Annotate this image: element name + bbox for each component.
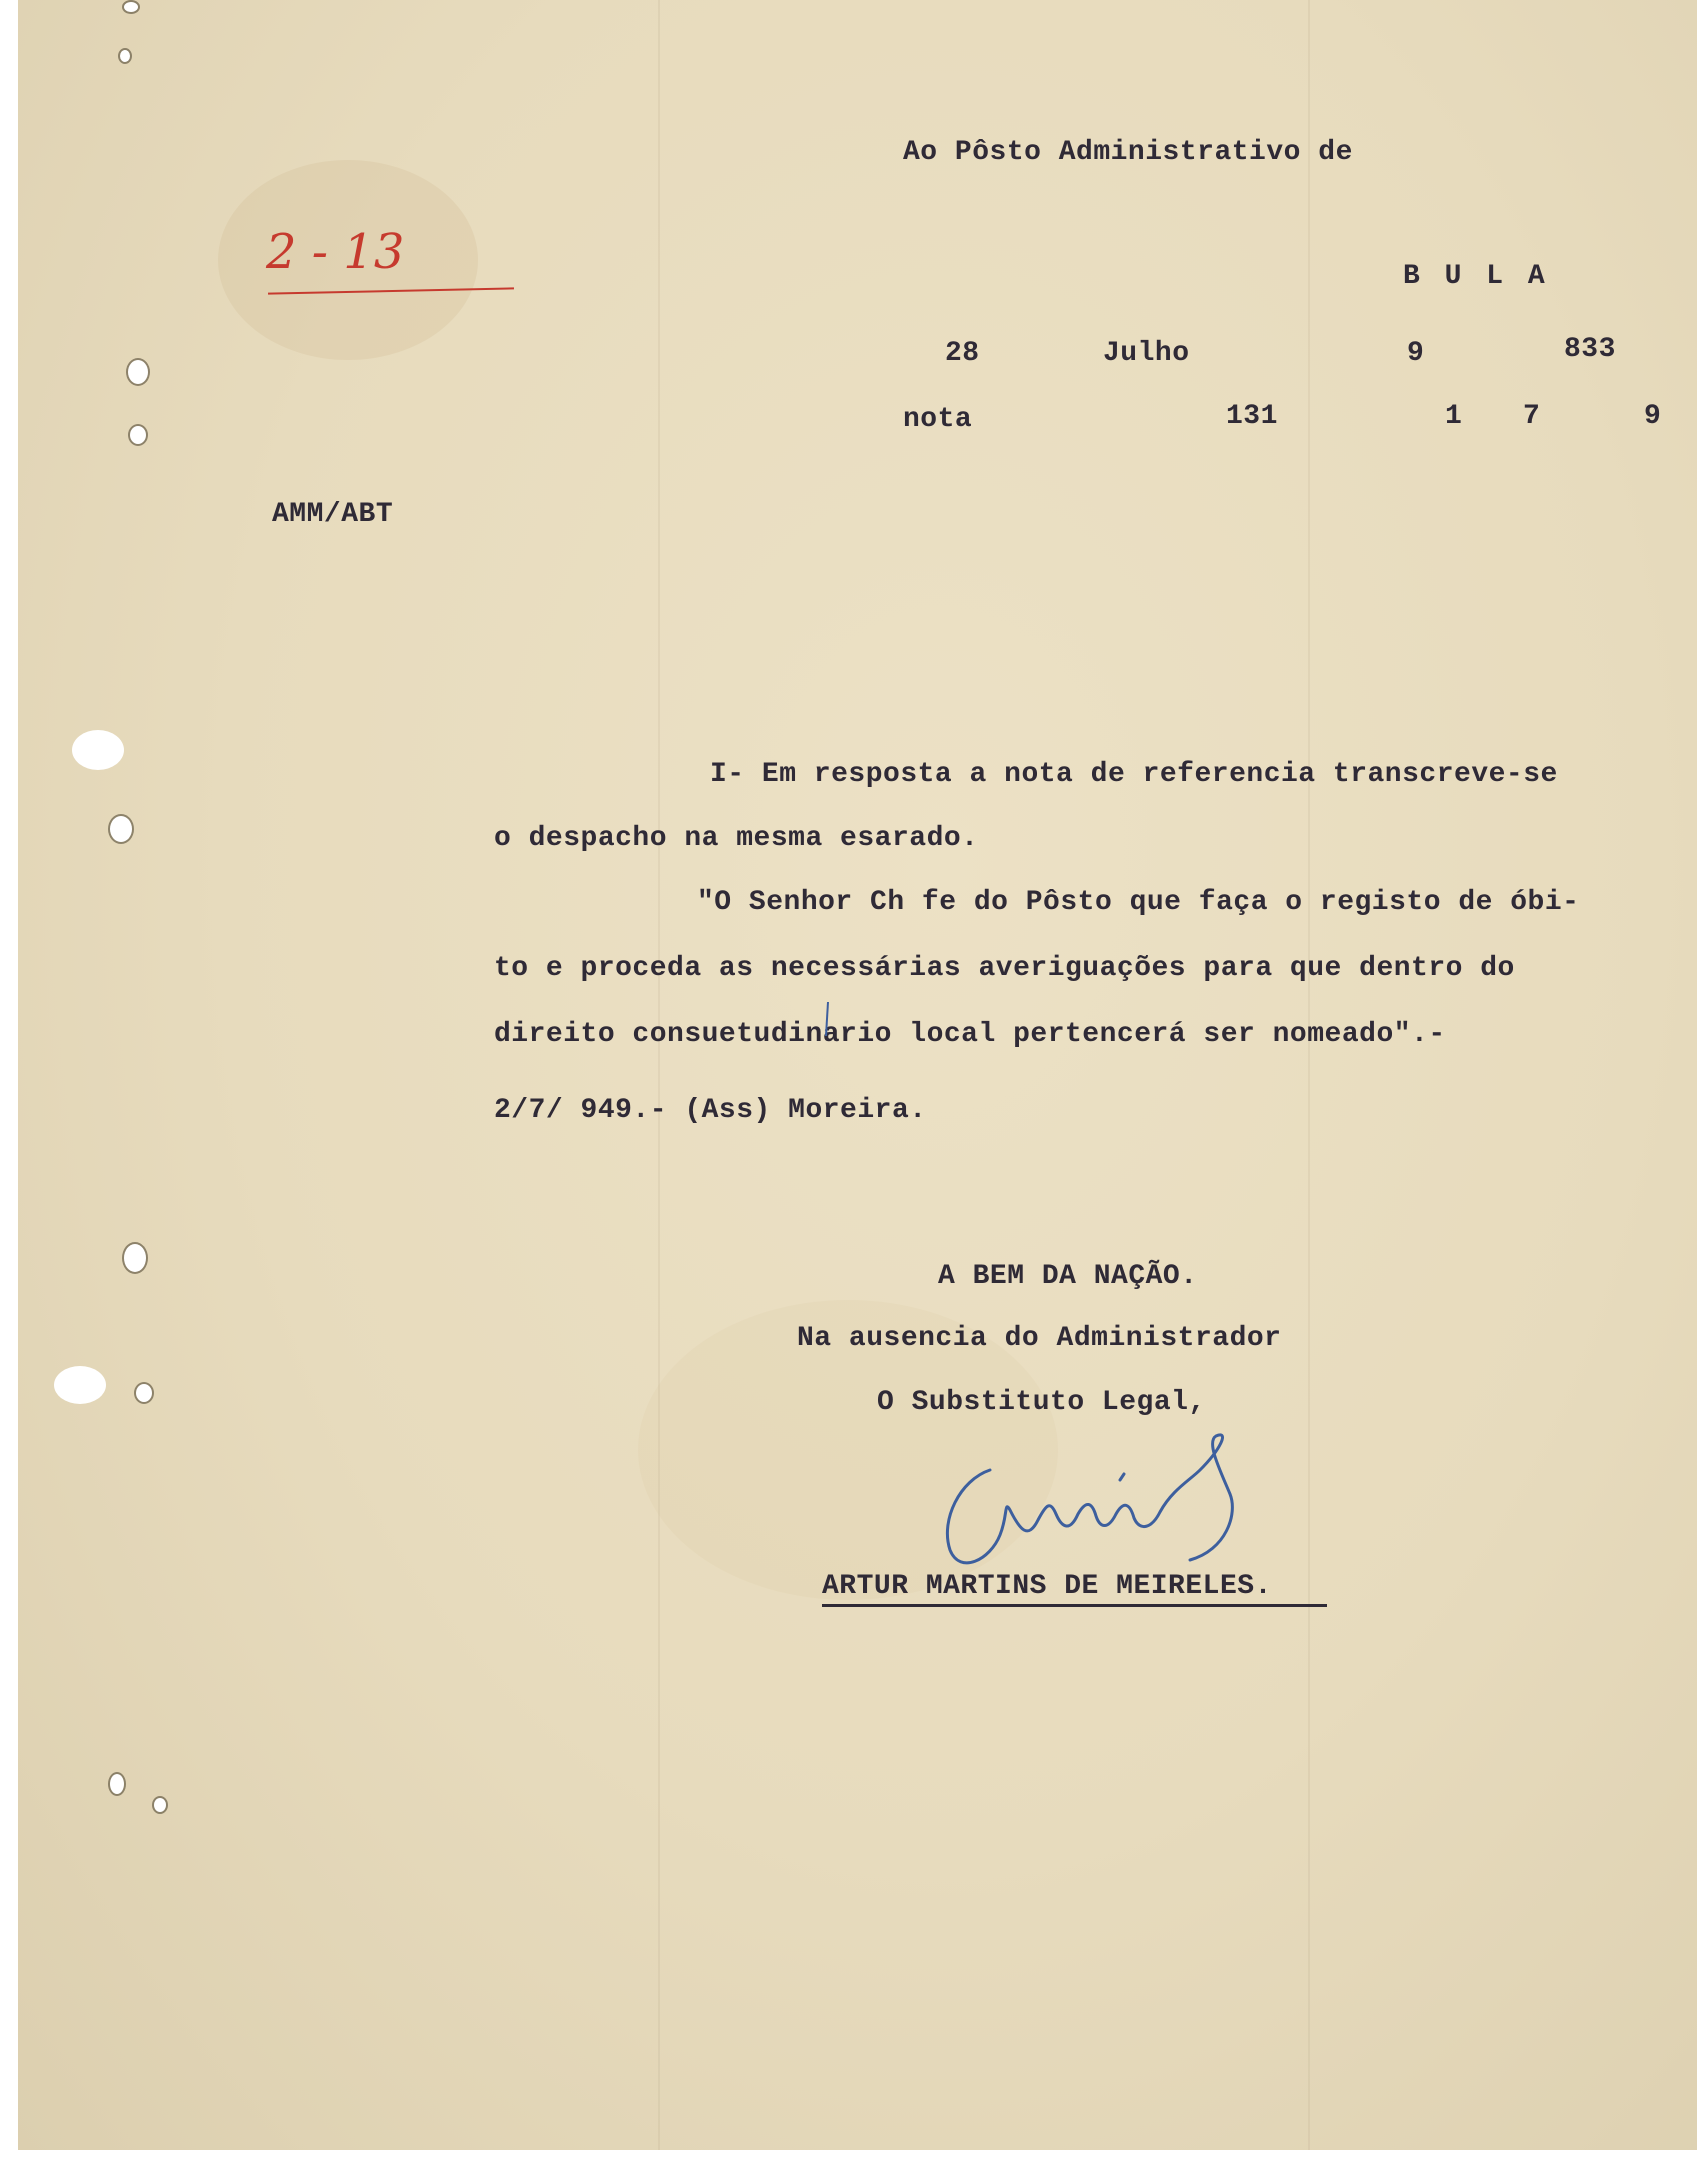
punch-hole [136, 1384, 152, 1402]
body-line: 2/7/ 949.- (Ass) Moreira. [494, 1095, 927, 1126]
punch-hole [128, 360, 148, 384]
punch-hole [154, 1798, 166, 1812]
nota-digit: 7 [1523, 401, 1541, 432]
initials: AMM/ABT [272, 499, 394, 530]
paper-crease [1308, 0, 1310, 2150]
document-sheet [18, 0, 1697, 2150]
closing-substitute: O Substituto Legal, [877, 1387, 1206, 1418]
handwritten-signature [920, 1410, 1340, 1590]
reference-day: 28 [945, 338, 980, 369]
punch-hole [124, 2, 138, 12]
nota-number: 131 [1226, 401, 1278, 432]
punch-hole [110, 1774, 124, 1794]
nota-label: nota [903, 404, 973, 435]
paper-crease [658, 0, 660, 2150]
signatory-name: ARTUR MARTINS DE MEIRELES. [822, 1571, 1272, 1602]
body-line: I- Em resposta a nota de referencia transcreve-se [710, 759, 1558, 790]
punch-hole [110, 816, 132, 842]
reference-number: 833 [1564, 334, 1616, 365]
nota-digit: 1 [1445, 401, 1463, 432]
body-line: "O Senhor Ch fe do Pôsto que faça o registo de óbi- [697, 887, 1580, 918]
body-line: o despacho na mesma esarado. [494, 823, 979, 854]
punch-hole [72, 730, 124, 770]
reference-year-digit: 9 [1407, 338, 1425, 369]
punch-hole [130, 426, 146, 444]
closing-motto: A BEM DA NAÇÃO. [938, 1261, 1198, 1292]
punch-hole [54, 1366, 106, 1404]
body-line: direito consuetudinario local pertencerá ser nomeado".- [494, 1019, 1446, 1050]
signatory-underline [822, 1604, 1327, 1607]
red-handwritten-number: 2 - 13 [266, 224, 405, 280]
nota-digit: 9 [1644, 401, 1662, 432]
punch-hole [124, 1244, 146, 1272]
pen-mark [818, 1000, 838, 1040]
reference-month: Julho [1103, 338, 1190, 369]
body-line: to e proceda as necessárias averiguações para que dentro do [494, 953, 1515, 984]
place-name: B U L A [1403, 261, 1549, 292]
addressee-line: Ao Pôsto Administrativo de [903, 137, 1353, 168]
punch-hole [120, 50, 130, 62]
closing-absence: Na ausencia do Administrador [797, 1323, 1282, 1354]
